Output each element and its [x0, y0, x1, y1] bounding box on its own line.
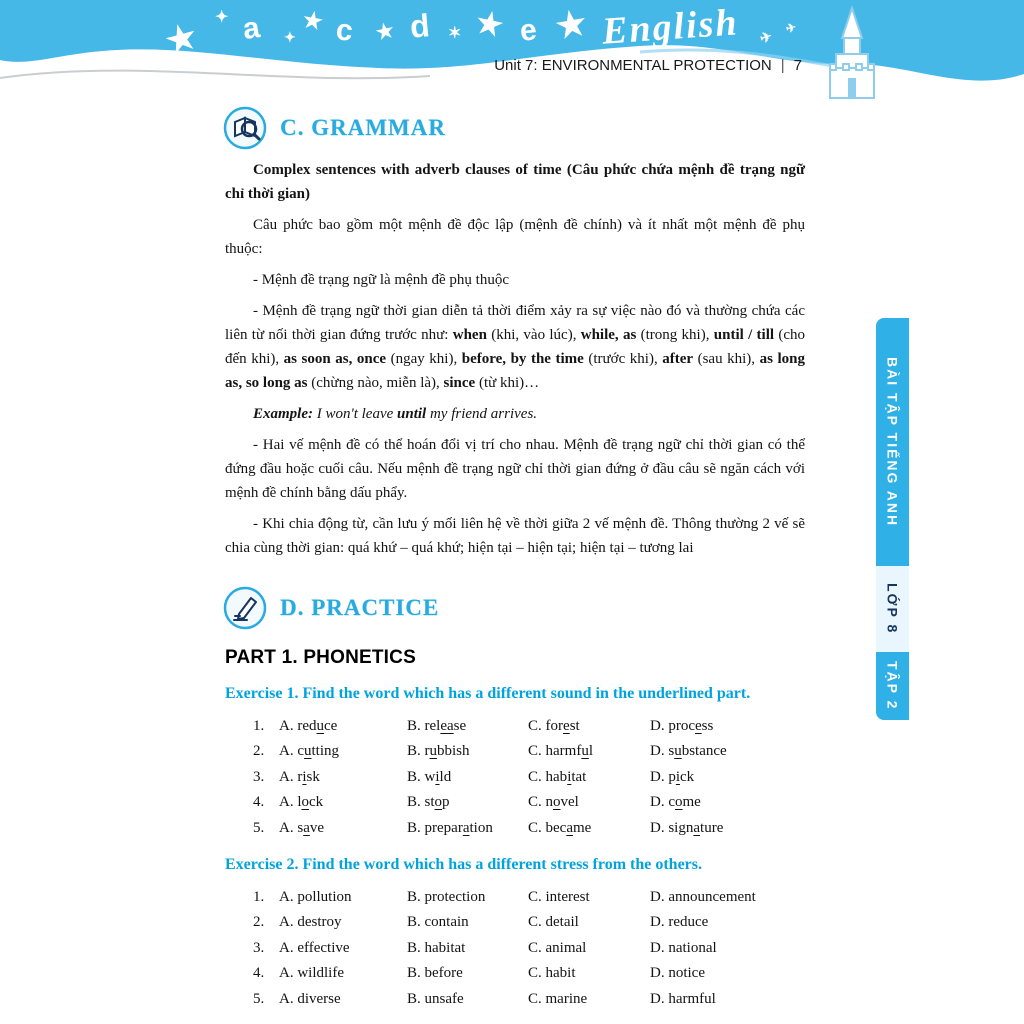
option-word-part: ck [309, 794, 324, 811]
option-word-part: e [695, 718, 702, 734]
text-segment: Câu phức bao gồm một mệnh đề độc lập (mệnh đề chính) và ít nhất một mệnh đề phụ thuộc: [225, 217, 805, 257]
text-segment: my friend arrives. [426, 406, 538, 422]
answer-option [279, 714, 407, 739]
option-letter: D. [650, 965, 669, 982]
option-letter: C. [528, 914, 546, 931]
text-segment: Complex sentences with adverb clauses of time (Câu phức chứa mệnh đề trạng ngữ chỉ thời gian) [225, 162, 805, 202]
option-word-part: tting [311, 743, 340, 760]
answer-option [279, 910, 407, 935]
band-letter: e [518, 13, 539, 48]
option-word-part: bbish [437, 743, 470, 760]
option-word-part: ck [680, 768, 695, 785]
option-word-part: u [304, 743, 312, 760]
option-word-part: st [569, 718, 580, 734]
option-word-part: effective [297, 939, 350, 956]
option-letter: D. [650, 990, 669, 1007]
option-word-part: for [545, 718, 564, 734]
row-number: 3. [253, 939, 265, 956]
option-word-part: diverse [297, 990, 341, 1007]
answer-option [528, 961, 650, 986]
text-segment: (trong khi), [636, 327, 714, 343]
answer-option [650, 816, 805, 841]
answer-option [528, 936, 650, 961]
answer-option [279, 885, 407, 910]
unit-title: Unit 7: ENVIRONMENTAL PROTECTION [494, 57, 772, 74]
option-word-part: rel [424, 718, 441, 734]
answer-option [528, 910, 650, 935]
option-word-part: ea [440, 718, 454, 734]
option-word-part: notice [668, 965, 705, 982]
option-word-part: before [424, 965, 463, 982]
option-letter: C. [528, 990, 546, 1007]
answer-option [650, 987, 805, 1012]
header-separator: | [780, 57, 785, 74]
option-word-part: vel [560, 794, 579, 811]
option-word-part: o [675, 794, 683, 811]
text-segment: while, as [580, 327, 637, 343]
grammar-paragraph [225, 299, 805, 395]
grammar-paragraph [225, 433, 805, 505]
option-word-part: me [682, 794, 701, 811]
option-word-part: l [297, 794, 302, 811]
answer-option [528, 885, 650, 910]
answer-option [650, 765, 805, 790]
option-word-part: r [297, 768, 303, 785]
text-segment: after [662, 351, 694, 367]
answer-option [407, 910, 528, 935]
band-star-icon: ✦ [284, 29, 296, 45]
band-letter: a [240, 11, 262, 47]
grammar-section-header [223, 106, 805, 150]
exercise-row [253, 739, 805, 764]
answer-option [279, 961, 407, 986]
option-word-part: c [297, 743, 305, 760]
exercise-1-title: Exercise 1. Find the word which has a different sound in the underlined part. [225, 685, 751, 702]
option-letter: B. [407, 819, 425, 836]
option-word-part: sign [668, 819, 694, 836]
exercise-row [253, 765, 805, 790]
exercise-row [253, 816, 805, 841]
exercise-row [253, 910, 805, 935]
band-star-icon: ✈ [784, 19, 798, 37]
option-letter: A. [279, 990, 298, 1007]
row-number: 4. [253, 965, 265, 982]
option-word-part: detail [545, 914, 579, 931]
option-word-part: s [668, 743, 675, 760]
option-letter: A. [279, 718, 298, 734]
exercise-row [253, 885, 805, 910]
option-letter: A. [279, 939, 298, 956]
band-star-icon: ✶ [448, 25, 462, 42]
option-word-part: red [297, 718, 317, 734]
practice-section-header [223, 586, 805, 630]
text-segment: before, by the time [461, 351, 584, 367]
option-word-part: o [553, 794, 561, 811]
option-letter: A. [279, 965, 298, 982]
option-letter: D. [650, 939, 669, 956]
option-letter: C. [528, 889, 546, 906]
option-letter: B. [407, 718, 425, 734]
page-number: 7 [793, 57, 802, 74]
answer-option [407, 790, 528, 815]
option-letter: A. [279, 794, 298, 811]
text-segment: (ngay khi), [386, 351, 462, 367]
option-letter: D. [650, 819, 669, 836]
option-letter: A. [279, 889, 298, 906]
option-word-part: ve [309, 819, 325, 836]
text-segment: - Khi chia động từ, cần lưu ý mối liên hệ về thời giữa 2 vế mệnh đề. Thông thường 2 vế sẽ chia cùng thời gian: quá khứ – quá khứ; hiện tại – hiện tại; hiện tại – tương lai [225, 516, 805, 556]
option-letter: D. [650, 889, 669, 906]
band-star-icon: ✦ [215, 9, 229, 26]
answer-option [407, 987, 528, 1012]
option-letter: C. [528, 965, 546, 982]
option-letter: A. [279, 768, 298, 785]
option-word-part: ss [701, 718, 714, 734]
option-word-part: i [435, 768, 440, 785]
option-letter: B. [407, 768, 425, 785]
answer-option [279, 739, 407, 764]
option-letter: B. [407, 794, 425, 811]
option-word-part: proc [668, 718, 695, 734]
option-letter: A. [279, 743, 298, 760]
answer-option [279, 987, 407, 1012]
option-word-part: a [462, 819, 470, 836]
row-number: 5. [253, 819, 265, 836]
option-letter: C. [528, 743, 546, 760]
text-segment: (cho đến khi), [225, 327, 806, 367]
option-word-part: l [588, 743, 594, 760]
option-word-part: u [429, 743, 438, 760]
option-word-part: u [674, 743, 682, 760]
exercise-row [253, 714, 805, 739]
option-letter: C. [528, 794, 546, 811]
text-segment: - Mệnh đề trạng ngữ là mệnh đề phụ thuộc [253, 272, 509, 288]
option-word-part: o [301, 794, 310, 811]
option-word-part: st [424, 794, 435, 811]
row-number: 1. [253, 718, 265, 734]
band-star-icon: ★ [301, 6, 325, 35]
grammar-book-magnifier-icon [223, 106, 267, 150]
option-word-part: i [302, 768, 307, 785]
option-letter: D. [650, 768, 669, 785]
band-star-icon: ★ [472, 5, 507, 44]
grammar-paragraph [225, 158, 805, 206]
option-word-part: u [581, 743, 589, 760]
answer-option [650, 961, 805, 986]
option-letter: D. [650, 914, 669, 931]
grammar-paragraph [225, 512, 805, 560]
option-word-part: harmful [668, 990, 716, 1007]
answer-option [279, 816, 407, 841]
band-letter: c [334, 13, 355, 48]
option-word-part: unsafe [424, 990, 464, 1007]
exercise-row [253, 961, 805, 986]
option-word-part: w [424, 768, 436, 785]
option-word-part: ce [324, 718, 338, 734]
row-number: 4. [253, 794, 265, 811]
text-segment: (sau khi), [693, 351, 760, 367]
option-word-part: e [563, 718, 570, 734]
option-letter: D. [650, 743, 669, 760]
option-letter: A. [279, 819, 298, 836]
option-word-part: bec [545, 819, 567, 836]
text-segment: - Hai vế mệnh đề có thể hoán đổi vị trí cho nhau. Mệnh đề trạng ngữ chỉ thời gian có thể đứng đầu hoặc cuối câu. Nếu mệnh đề trạng ngữ chỉ thời gian đứng ở đầu câu sẽ ngăn cách với mệnh đề chính bằng dấu phẩy. [225, 437, 805, 501]
option-word-part: a [303, 819, 310, 836]
exercise-row [253, 987, 805, 1012]
option-letter: B. [407, 889, 425, 906]
option-word-part: habit [545, 965, 576, 982]
option-word-part: o [434, 794, 443, 811]
exercise-1-rows [253, 714, 805, 841]
option-letter: C. [528, 718, 546, 734]
row-number: 2. [253, 914, 265, 931]
option-letter: B. [407, 914, 425, 931]
option-word-part: harmf [545, 743, 582, 760]
answer-option [407, 961, 528, 986]
option-letter: B. [407, 990, 425, 1007]
band-star-icon: ★ [161, 16, 201, 62]
option-word-part: p [442, 794, 450, 811]
answer-option [528, 765, 650, 790]
option-word-part: n [545, 794, 554, 811]
option-word-part: p [668, 768, 676, 785]
text-segment: since [443, 375, 476, 391]
answer-option [650, 790, 805, 815]
answer-option [407, 936, 528, 961]
exercise-row [253, 936, 805, 961]
option-letter: D. [650, 794, 669, 811]
row-number: 1. [253, 889, 265, 906]
row-number: 5. [253, 990, 265, 1007]
option-letter: B. [407, 743, 425, 760]
text-segment: Example: [253, 406, 317, 422]
answer-option [407, 885, 528, 910]
text-segment: until [397, 406, 427, 422]
text-segment: until / till [713, 327, 775, 343]
band-star-icon: ✈ [757, 27, 774, 47]
option-word-part: destroy [297, 914, 342, 931]
text-segment: when [452, 327, 487, 343]
option-word-part: tion [469, 819, 493, 836]
exercise-2-title: Exercise 2. Find the word which has a different stress from the others. [225, 856, 702, 874]
answer-option [650, 910, 805, 935]
answer-option [528, 987, 650, 1012]
option-word-part: i [675, 768, 681, 785]
option-word-part: announcement [668, 889, 756, 906]
band-star-icon: ★ [552, 3, 590, 47]
answer-option [407, 816, 528, 841]
answer-option [528, 714, 650, 739]
text-segment: as long as, so long as [225, 351, 805, 391]
option-word-part: se [453, 718, 467, 734]
answer-option [407, 739, 528, 764]
option-letter: B. [407, 965, 425, 982]
row-number: 2. [253, 743, 265, 760]
answer-option [650, 885, 805, 910]
option-word-part: a [693, 819, 701, 836]
answer-option [528, 739, 650, 764]
answer-option [407, 714, 528, 739]
option-word-part: s [297, 819, 304, 836]
answer-option [650, 714, 805, 739]
text-segment: (trước khi), [583, 351, 663, 367]
side-tab-label: TẬP 2 [884, 661, 901, 711]
option-word-part: tat [571, 768, 587, 785]
option-letter: C. [528, 819, 546, 836]
grammar-paragraph [225, 213, 805, 261]
option-word-part: c [668, 794, 676, 811]
text-segment: (từ khi)… [475, 375, 540, 391]
option-word-part: interest [545, 889, 590, 906]
part-1-phonetics-title: PART 1. PHONETICS [225, 647, 416, 668]
band-word-english: English [600, 1, 740, 53]
option-letter: B. [407, 939, 425, 956]
text-segment: - Mệnh đề trạng ngữ thời gian diễn tả thời điểm xảy ra sự việc nào đó và thường chứa các liên từ nối thời gian đứng trước như: [225, 303, 805, 343]
answer-option [650, 739, 805, 764]
option-word-part: pollution [297, 889, 352, 906]
option-word-part: u [316, 718, 324, 734]
row-number: 3. [253, 768, 265, 785]
option-letter: C. [528, 939, 546, 956]
side-tab-label: BÀI TẬP TIẾNG ANH [884, 356, 901, 528]
option-word-part: r [424, 743, 430, 760]
answer-option [279, 790, 407, 815]
grammar-example [225, 402, 805, 426]
option-word-part: wildlife [297, 965, 344, 982]
answer-option [279, 765, 407, 790]
text-segment: I won't leave [316, 406, 398, 422]
option-word-part: marine [545, 990, 588, 1007]
option-letter: A. [279, 914, 298, 931]
option-word-part: bstance [681, 743, 727, 760]
option-word-part: hab [545, 768, 568, 785]
option-letter: C. [528, 768, 546, 785]
grammar-paragraph [225, 268, 805, 292]
option-word-part: contain [424, 914, 469, 931]
option-word-part: ture [700, 819, 724, 836]
option-word-part: i [567, 768, 572, 785]
option-word-part: national [668, 939, 717, 956]
answer-option [528, 816, 650, 841]
text-segment: as soon as, once [283, 351, 387, 367]
text-segment: (chừng nào, miễn là), [307, 375, 444, 391]
band-star-icon: ★ [373, 19, 397, 45]
option-word-part: a [566, 819, 574, 836]
option-word-part: me [573, 819, 592, 836]
exercise-2-rows [253, 885, 805, 1012]
grammar-section-title: C. GRAMMAR [280, 115, 446, 140]
text-segment: (khi, vào lúc), [486, 327, 581, 343]
exercise-row [253, 790, 805, 815]
option-letter: D. [650, 718, 669, 734]
practice-section-title: D. PRACTICE [280, 595, 440, 620]
answer-option [279, 936, 407, 961]
option-word-part: animal [545, 939, 587, 956]
answer-option [528, 790, 650, 815]
answer-option [407, 765, 528, 790]
practice-pencil-icon [223, 586, 267, 630]
answer-option [650, 936, 805, 961]
option-word-part: ld [439, 768, 452, 785]
band-letter: d [408, 7, 432, 45]
option-word-part: reduce [668, 914, 709, 931]
option-word-part: sk [306, 768, 320, 785]
option-word-part: prepar [424, 819, 463, 836]
option-word-part: habitat [424, 939, 466, 956]
option-word-part: protection [424, 889, 486, 906]
side-tab-label: LỚP 8 [884, 583, 901, 635]
